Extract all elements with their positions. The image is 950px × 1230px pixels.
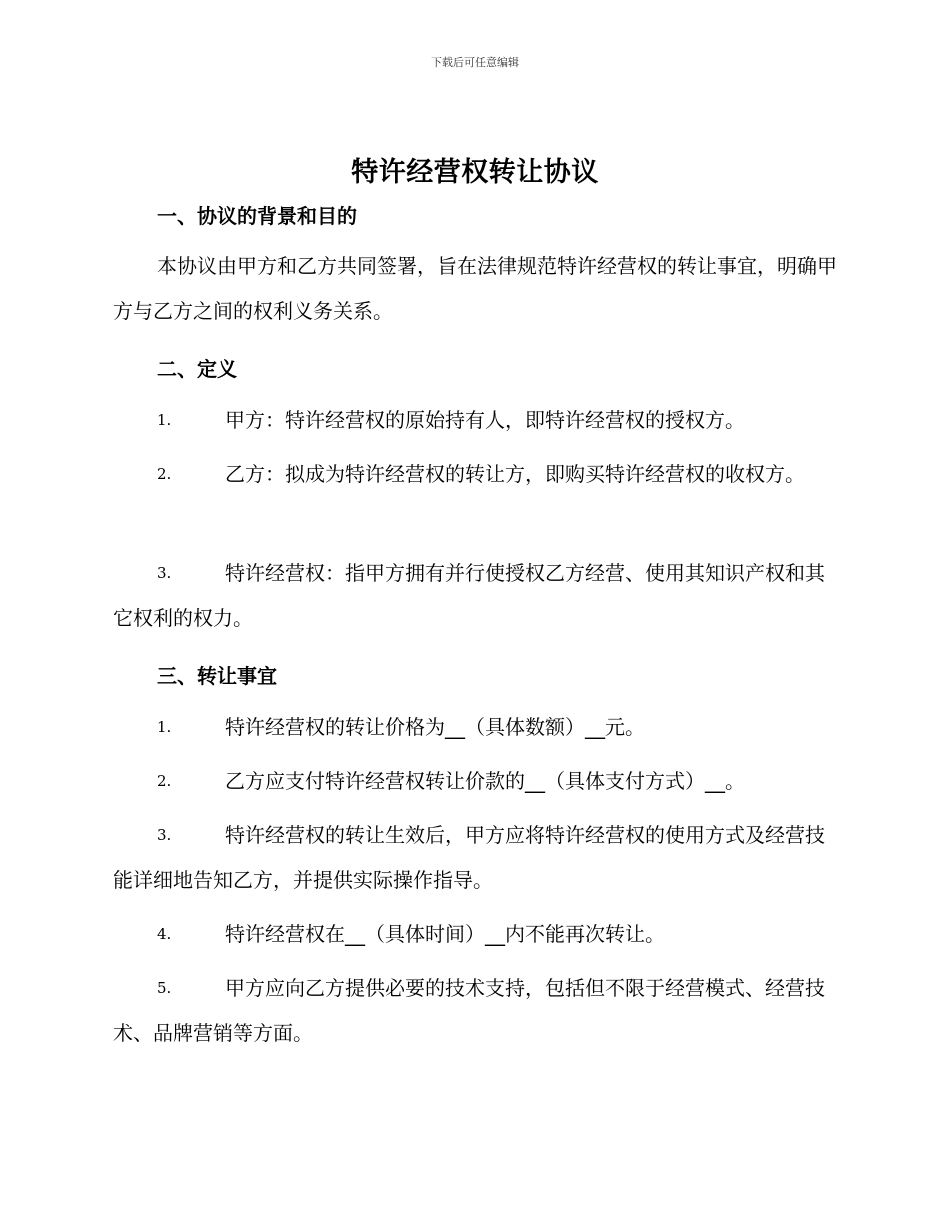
list-item-number: 4. [157, 925, 172, 943]
list-item [113, 966, 838, 1056]
list-item-number: 5. [157, 979, 172, 997]
list-item [113, 759, 838, 804]
list-item-text: 乙方：拟成为特许经营权的转让方，即购买特许经营权的收权方。 [225, 462, 805, 486]
list-item [113, 398, 838, 443]
list-item-text: 甲方：特许经营权的原始持有人，即特许经营权的授权方。 [225, 408, 745, 432]
list-item-number: 3. [157, 564, 172, 582]
list-item-text: 特许经营权在__（具体时间）__内不能再次转让。 [225, 922, 665, 946]
list-item-text: 乙方应支付特许经营权转让价款的__（具体支付方式）__。 [225, 769, 745, 793]
list-item-number: 2. [157, 465, 172, 483]
list-item-number: 1. [157, 411, 172, 429]
list-item [113, 551, 838, 641]
list-item [113, 813, 838, 903]
list-item-text: 特许经营权的转让价格为__（具体数额）__元。 [225, 715, 645, 739]
section-paragraph-background [113, 244, 838, 334]
section-heading-background: 一、协议的背景和目的 [157, 204, 357, 228]
list-item [113, 912, 838, 957]
list-item-text: 特许经营权：指甲方拥有并行使授权乙方经营、使用其知识产权和其它权利的权力。 [113, 561, 825, 630]
paragraph-text: 本协议由甲方和乙方共同签署，旨在法律规范特许经营权的转让事宜，明确甲方与乙方之间的权利义务关系。 [113, 254, 837, 323]
section-heading-transfer: 三、转让事宜 [157, 664, 277, 688]
list-item-number: 3. [157, 826, 172, 844]
list-item-text: 甲方应向乙方提供必要的技术支持，包括但不限于经营模式、经营技术、品牌营销等方面。 [113, 976, 825, 1045]
section-heading-definitions: 二、定义 [157, 357, 237, 381]
header-note: 下载后可任意编辑 [431, 56, 519, 69]
list-item [113, 705, 838, 750]
list-item-text: 特许经营权的转让生效后，甲方应将特许经营权的使用方式及经营技能详细地告知乙方，并提供实际操作指导。 [113, 823, 825, 892]
document-title: 特许经营权转让协议 [351, 157, 599, 188]
list-item-number: 1. [157, 718, 172, 736]
list-item-number: 2. [157, 772, 172, 790]
list-item [113, 452, 838, 497]
